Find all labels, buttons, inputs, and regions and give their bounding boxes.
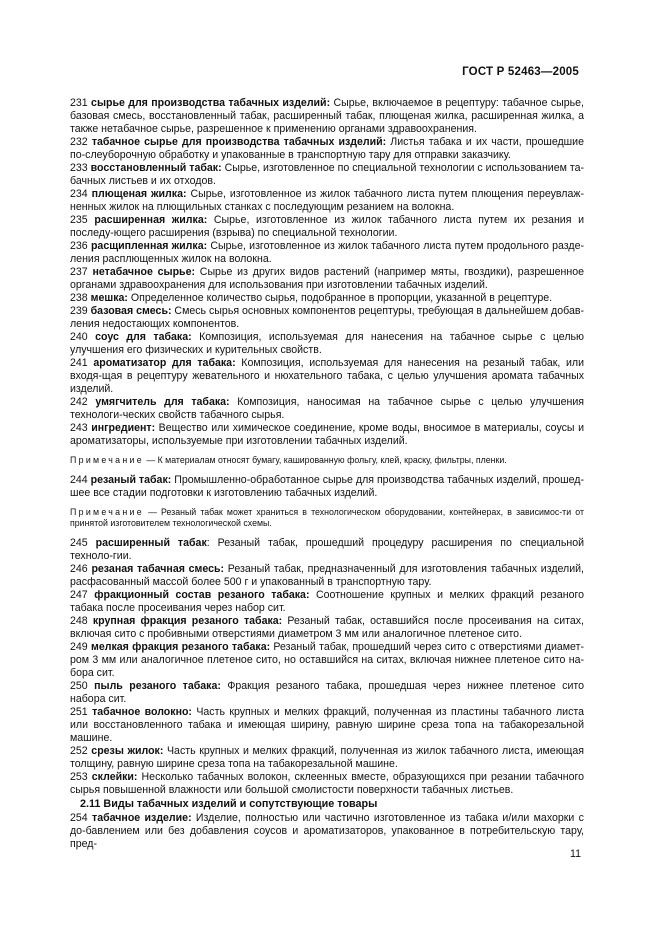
term-name: базовая смесь: — [90, 305, 172, 317]
term-entry — [70, 706, 584, 745]
term-definition: Вещество или химическое соединение, кроме воды, вносимое в материалы, соусы и ароматизаторы, используемые при изготовлении табачных изделий. — [70, 422, 584, 447]
term-name: восстановленный табак: — [90, 162, 222, 174]
term-name: расширенная жилка: — [94, 214, 208, 226]
term-name: склейки: — [91, 770, 138, 783]
term-number: 238 — [70, 292, 88, 304]
term-entry — [70, 680, 584, 706]
term-definition: Сырье, изготовленное из жилок табачного листа путем продольного разде-ления расплющенных жилок на волокна. — [70, 240, 585, 265]
term-definition: Сырье из других видов растений (например мяты, гвоздики), разрешенное органами здравоохранения для использования при изготовлении табачных изделий. — [70, 266, 584, 291]
term-entry — [70, 812, 584, 851]
term-entry — [70, 97, 584, 136]
term-name: нетабачное сырье: — [92, 266, 195, 278]
term-number: 233 — [70, 162, 88, 174]
term-entry — [70, 589, 584, 615]
term-entry — [70, 136, 584, 162]
term-entry — [70, 422, 584, 448]
term-number: 243 — [70, 422, 88, 434]
term-definition: Изделие, полностью или частично изготовленное из табака и/или махорки с до-бавлением или без добавления соусов и ароматизаторов, упакованное в потребительскую тару, пред- — [70, 811, 584, 850]
term-number: 235 — [70, 214, 88, 226]
term-name: фракционный состав резаного табака: — [94, 588, 310, 601]
note-label: Примечание — [70, 455, 144, 465]
term-definition: Промышленно-обработанное сырье для производства табачных изделий, прошед-шее все стадии подготовки к изготовлению табачных изделий. — [70, 473, 584, 499]
term-definition: Резаный табак, прошедший через сито с отверстиями диамет-ром 3 мм или аналогичное плетеное сито, но оставшийся на ситах, включая нижнее плетеное сито на-бора сит. — [70, 640, 584, 679]
term-definition: Сырье, изготовленное из жилок табачного листа путем плющения переувлаж-ненных жилок на плющильных станках с последующим резанием на волокна. — [70, 188, 584, 213]
term-definition: Композиция, используемая для нанесения на табачное сырье с целью улучшения его физических и курительных свойств. — [70, 331, 584, 356]
term-definition: Фракция резаного табака, прошедшая через нижнее плетеное сито набора сит. — [70, 679, 584, 705]
section-heading: 2.11 Виды табачных изделий и сопутствующие товары — [80, 797, 378, 810]
term-number: 241 — [70, 357, 88, 369]
term-entry — [70, 266, 584, 292]
document-body — [70, 97, 584, 851]
term-entry — [70, 188, 584, 214]
term-entry — [70, 745, 584, 771]
term-number: 234 — [70, 188, 88, 200]
term-number: 231 — [70, 97, 88, 109]
term-definition: Соотношение крупных и мелких фракций резаного табака после просеивания через набор сит. — [70, 588, 584, 614]
term-definition: Листья табака и их части, прошедшие по-слеуборочную обработку и упакованные в транспортную тару для отправки заказчику. — [70, 136, 584, 161]
term-entry — [70, 563, 584, 589]
term-number: 244 — [70, 473, 88, 486]
term-definition: Часть крупных и мелких фракций, полученная из жилок табачного листа, имеющая толщину, равную ширине среза топа на табакорезальной машине. — [70, 744, 584, 770]
term-name: мешка: — [90, 292, 128, 304]
page-number: 11 — [570, 848, 581, 860]
term-number: 249 — [70, 640, 88, 653]
term-entry — [70, 474, 584, 500]
term-name: ароматизатор для табака: — [93, 357, 236, 369]
term-name: расщипленная жилка: — [90, 240, 208, 252]
term-entry — [70, 771, 584, 797]
term-number: 247 — [70, 588, 88, 601]
note-cut-tobacco — [70, 507, 584, 530]
term-number: 252 — [70, 744, 88, 757]
term-name: пыль резаного табака: — [94, 679, 221, 692]
term-name: мелкая фракция резаного табака: — [91, 640, 271, 653]
document-header: ГОСТ Р 52463—2005 — [462, 66, 579, 78]
terms-list-part1 — [70, 97, 584, 448]
term-number: 254 — [70, 811, 88, 824]
term-number: 248 — [70, 614, 88, 627]
term-number: 236 — [70, 240, 88, 252]
term-number: 246 — [70, 562, 88, 575]
term-definition: Несколько табачных волокон, склеенных вместе, образующихся при резании табачного сырья повышенной влажности или большой смолистости поверхности табачных листьев. — [70, 770, 585, 796]
term-entry — [70, 292, 584, 305]
terms-list-part2 — [70, 537, 584, 797]
term-name: срезы жилок: — [91, 744, 164, 757]
term-entry — [70, 396, 584, 422]
term-name: табачное волокно: — [92, 705, 192, 718]
term-definition: Сырье, изготовленное из жилок табачного листа путем их резания и последу-ющего расширения (взрыва) по специальной технологии. — [70, 214, 584, 239]
term-number: 239 — [70, 305, 88, 317]
term-definition: : Резаный табак, прошедший процедуру расширения по специальной техноло-гии. — [70, 536, 585, 562]
term-entry — [70, 162, 584, 188]
term-entry — [70, 615, 584, 641]
term-name: соус для табака: — [95, 331, 192, 343]
note-text: — Резаный табак может храниться в технологическом оборудовании, контейнерах, в зависимос-ти от принятой изготовителем технологической схемы. — [70, 506, 584, 528]
term-definition: Композиция, наносимая на табачное сырье с целью улучшения технологи-ческих свойств табачного сырья. — [70, 396, 584, 421]
term-name: умягчитель для табака: — [95, 396, 230, 408]
term-definition: Смесь сырья основных компонентов рецептуры, требующая в дальнейшем добав-ления недостающих компонентов. — [70, 305, 584, 330]
term-definition: Сырье, включаемое в рецептуру: табачное сырье, базовая смесь, восстановленный табак, расширенный табак, плющеная жилка, расширенная жилка, а также нетабачное сырье, разрешенное к применению органами здравоохранения. — [70, 97, 584, 135]
term-number: 237 — [70, 266, 88, 278]
note-text: — К материалам относят бумагу, кашированную фольгу, клей, краску, фильтры, пленки. — [143, 455, 507, 465]
term-name: резаная табачная смесь: — [91, 562, 225, 575]
term-number: 240 — [70, 331, 88, 343]
term-name: расширенный табак — [95, 536, 207, 549]
term-entry — [70, 357, 584, 396]
term-entry — [70, 641, 584, 680]
term-number: 251 — [70, 705, 88, 718]
term-entry — [70, 305, 584, 331]
term-name: сырье для производства табачных изделий: — [91, 97, 331, 109]
term-number: 253 — [70, 770, 88, 783]
term-entry — [70, 214, 584, 240]
term-name: ингредиент: — [91, 422, 156, 434]
term-name: табачное изделие: — [92, 811, 192, 824]
term-name: табачное сырье для производства табачных изделий: — [91, 136, 387, 148]
term-entry — [70, 537, 584, 563]
term-number: 245 — [70, 536, 88, 549]
term-definition: Резаный табак, оставшийся после просеивания на ситах, включая сито с пробивными отверстиями диаметром 3 мм или аналогичное плетеное сито. — [70, 614, 584, 640]
term-definition: Резаный табак, предназначенный для изготовления табачных изделий, расфасованный массой более 500 г и упакованный в транспортную тару. — [70, 562, 584, 588]
term-definition: Сырье, изготовленное по специальной технологии с использованием та-бачных листьев и их отходов. — [70, 162, 584, 187]
term-name: крупная фракция резаного табака: — [92, 614, 283, 627]
term-definition: Композиция, используемая для нанесения на резаный табак, или входя-щая в рецептуру жевательного и нюхательного табака, с целью улучшения аромата табачных изделий. — [70, 357, 584, 395]
term-definition: Часть крупных и мелких фракций, полученная из пластины табачного листа или восстановленного табака и имеющая ширину, равную ширине среза топа на табакорезальной машине. — [70, 705, 584, 744]
term-entry — [70, 331, 584, 357]
term-number: 242 — [70, 396, 88, 408]
term-name: резаный табак: — [90, 473, 172, 486]
note-materials — [70, 455, 584, 467]
term-number: 232 — [70, 136, 88, 148]
term-name: плющеная жилка: — [91, 188, 187, 200]
note-label: Примечание — [70, 506, 144, 517]
term-entry — [70, 240, 584, 266]
term-definition: Определенное количество сырья, подобранное в пропорции, указанной в рецептуре. — [127, 292, 553, 304]
term-number: 250 — [70, 679, 88, 692]
